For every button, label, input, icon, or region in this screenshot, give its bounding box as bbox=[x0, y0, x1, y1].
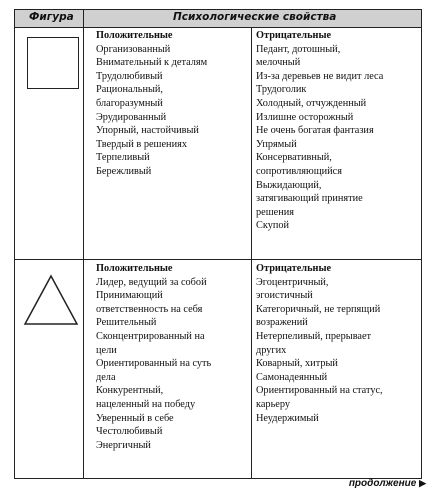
list-item: Упрямый bbox=[256, 138, 297, 150]
list-item: Категоричный, не терпящий bbox=[256, 303, 381, 315]
list-item: Выжидающий, bbox=[256, 179, 322, 191]
list-item: нацеленный на победу bbox=[96, 398, 196, 410]
square-shape-icon bbox=[27, 37, 79, 89]
list-item: возражений bbox=[256, 317, 308, 329]
traits-table bbox=[14, 9, 422, 479]
list-item: сопротивляющийся bbox=[256, 165, 342, 177]
row2-negative bbox=[256, 262, 418, 425]
list-item: цели bbox=[96, 344, 117, 356]
list-item: ответственность на себя bbox=[96, 303, 203, 315]
list-item: Излишне осторожный bbox=[256, 111, 354, 123]
negative-heading: Отрицательные bbox=[256, 263, 332, 274]
list-item: Неудержимый bbox=[256, 412, 319, 424]
list-item: Из-за деревьев не видит леса bbox=[256, 70, 384, 82]
row-divider bbox=[15, 259, 421, 260]
list-item: Педант, дотошный, bbox=[256, 43, 341, 55]
list-item: эгоистичный bbox=[256, 290, 313, 302]
list-item: Скупой bbox=[256, 220, 290, 232]
list-item: Трудолюбивый bbox=[96, 70, 163, 82]
row1-negative bbox=[256, 29, 418, 233]
column-divider-1 bbox=[83, 10, 84, 478]
list-item: Организованный bbox=[96, 43, 171, 55]
row1-positive bbox=[96, 29, 248, 179]
list-item: Холодный, отчужденный bbox=[256, 97, 367, 109]
list-item: Эрудированный bbox=[96, 111, 167, 123]
list-item: Трудоголик bbox=[256, 84, 307, 96]
list-item: Лидер, ведущий за собой bbox=[96, 276, 207, 288]
positive-heading: Положительные bbox=[96, 263, 173, 274]
list-item: Коварный, хитрый bbox=[256, 358, 338, 370]
list-item: Ориентированный на статус, bbox=[256, 385, 383, 397]
column-divider-2 bbox=[251, 27, 252, 478]
list-item: дела bbox=[96, 371, 116, 383]
list-item: Энергичный bbox=[96, 439, 151, 451]
list-item: решения bbox=[256, 206, 294, 218]
list-item: благоразумный bbox=[96, 97, 163, 109]
arrow-right-icon: ▶ bbox=[419, 478, 426, 488]
list-item: затягивающий принятие bbox=[256, 193, 363, 205]
header-properties: Психологические свойства bbox=[173, 11, 337, 23]
list-item: Эгоцентричный, bbox=[256, 276, 329, 288]
list-item: Принимающий bbox=[96, 290, 163, 302]
triangle-shape-icon bbox=[21, 272, 81, 328]
list-item: Бережливый bbox=[96, 165, 152, 177]
list-item: Конкурентный, bbox=[96, 385, 164, 397]
continuation-note bbox=[349, 478, 426, 489]
table-header bbox=[15, 10, 421, 28]
list-item: Терпеливый bbox=[96, 152, 150, 164]
list-item: Упорный, настойчивый bbox=[96, 125, 199, 137]
list-item: Уверенный в себе bbox=[96, 412, 174, 424]
list-item: Сконцентрированный на bbox=[96, 330, 205, 342]
list-item: Не очень богатая фантазия bbox=[256, 125, 374, 137]
negative-heading: Отрицательные bbox=[256, 30, 332, 41]
list-item: Нетерпеливый, прерывает bbox=[256, 330, 372, 342]
list-item: Честолюбивый bbox=[96, 426, 163, 438]
list-item: Решительный bbox=[96, 317, 157, 329]
list-item: мелочный bbox=[256, 57, 301, 69]
list-item: Консервативный, bbox=[256, 152, 332, 164]
list-item: карьеру bbox=[256, 398, 290, 410]
list-item: Рациональный, bbox=[96, 84, 163, 96]
list-item: Самонадеянный bbox=[256, 371, 328, 383]
continuation-text: продолжение bbox=[348, 478, 417, 489]
row2-positive bbox=[96, 262, 248, 452]
positive-heading: Положительные bbox=[96, 30, 173, 41]
list-item: Твердый в решениях bbox=[96, 138, 187, 150]
list-item: Ориентированный на суть bbox=[96, 358, 212, 370]
list-item: Внимательный к деталям bbox=[96, 57, 208, 69]
list-item: других bbox=[256, 344, 287, 356]
header-figure: Фигура bbox=[29, 11, 74, 23]
